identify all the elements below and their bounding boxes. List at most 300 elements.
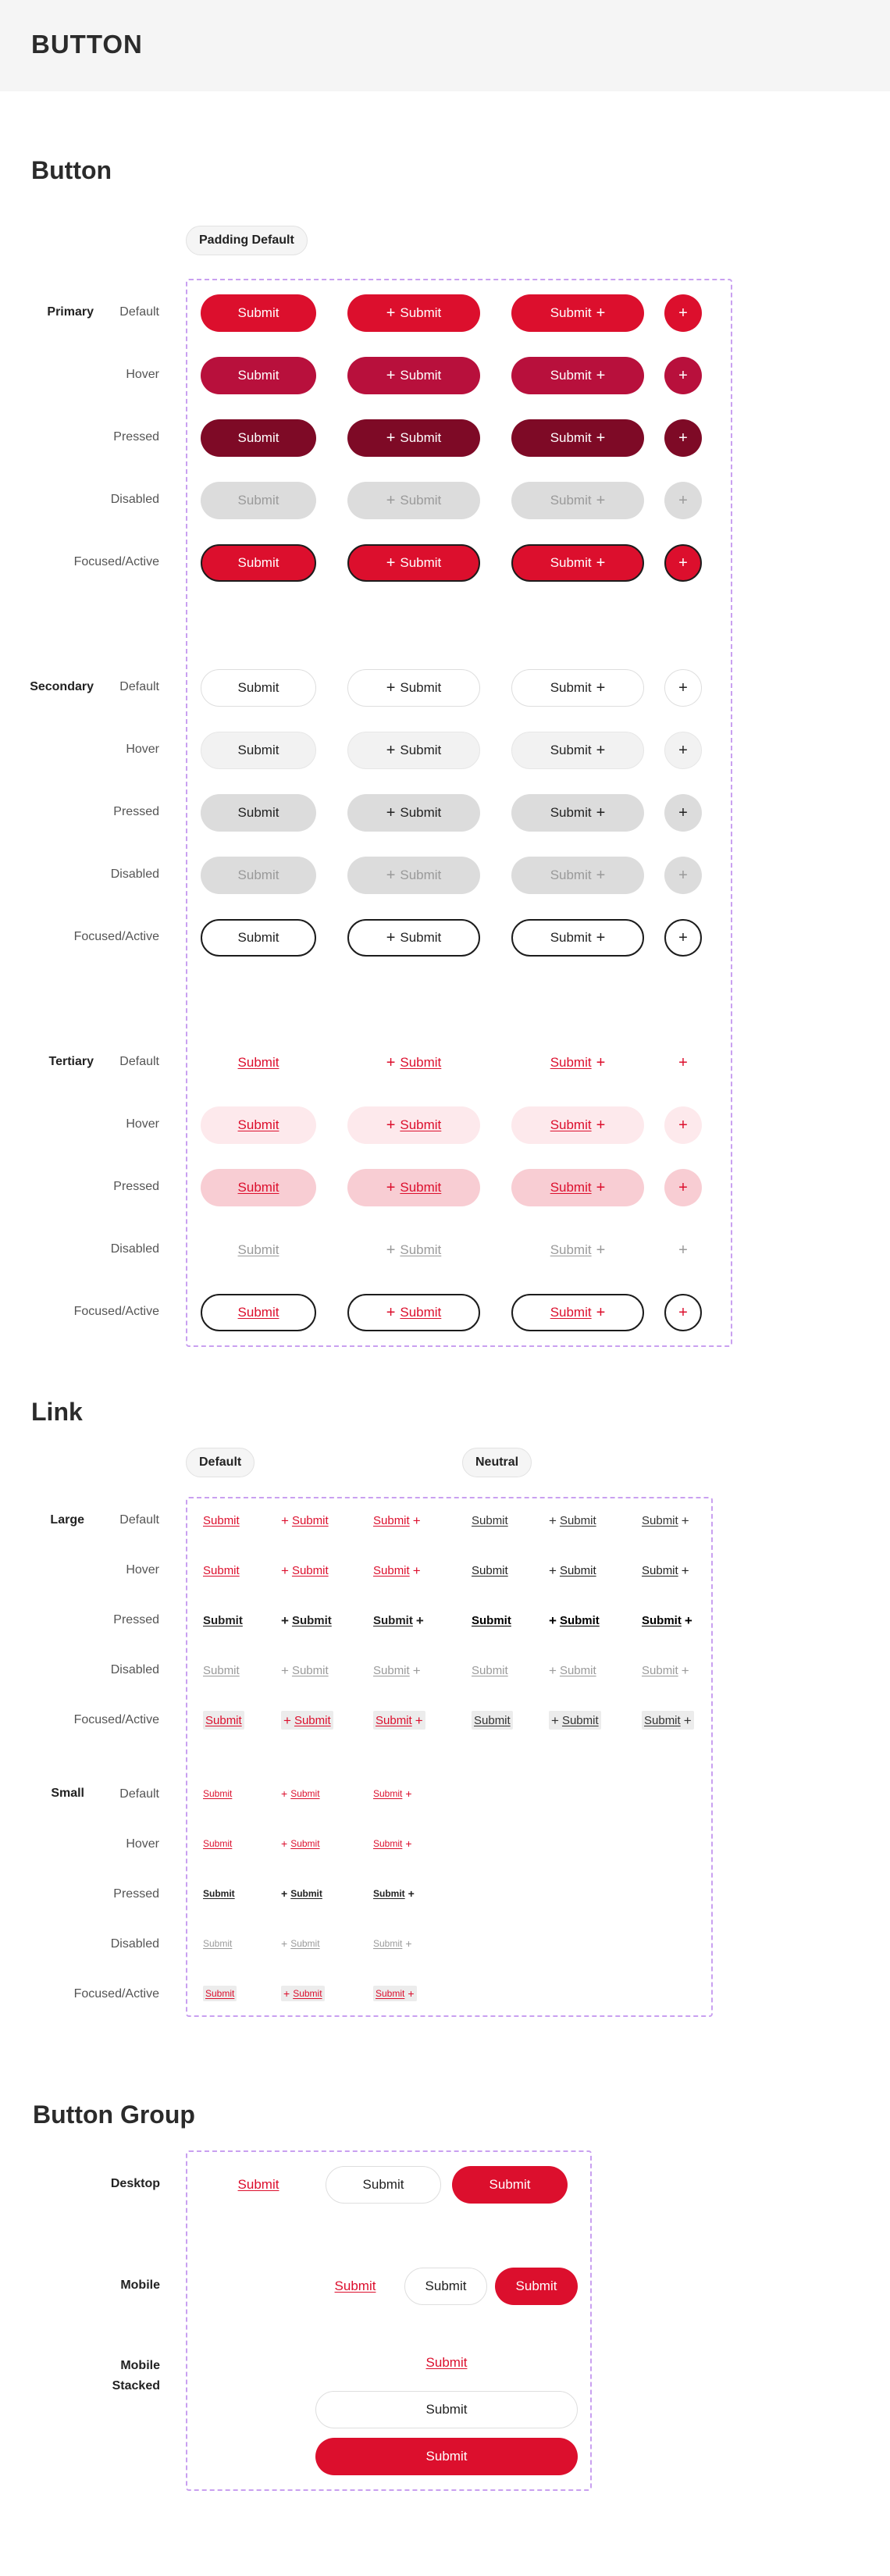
tag-padding-default: Padding Default [186, 226, 308, 255]
plus-icon: + [678, 742, 688, 759]
sm-default-default-trail-link[interactable] [373, 1786, 412, 1801]
button-label: Submit [237, 555, 279, 570]
link-label: Submit [472, 1513, 508, 1527]
link-label: Submit [291, 1513, 329, 1527]
plus-icon: + [549, 1512, 557, 1528]
sm-default-disabled-trail-link[interactable] [373, 1936, 412, 1951]
button-label: Submit [237, 680, 279, 695]
button-label: Submit [550, 743, 592, 757]
link-label: Submit [373, 1888, 405, 1899]
link-small-state-label-disabled: Disabled [110, 1937, 159, 1951]
link-label: Submit [203, 1563, 240, 1577]
link-label: Submit [373, 1563, 410, 1577]
secondary-hover-icon-button[interactable] [664, 732, 702, 769]
lg-default-pressed-trail-link[interactable] [373, 1611, 424, 1630]
link-state-label-default: Default [119, 1513, 159, 1527]
primary-default-icon-button[interactable] [664, 294, 702, 332]
lg-neutral-pressed-trail-link[interactable] [642, 1611, 692, 1630]
plus-icon: + [405, 1787, 412, 1800]
button-label: Submit [425, 2449, 468, 2464]
primary-pressed-text-button[interactable] [201, 419, 316, 457]
secondary-hover-trail-button[interactable] [511, 732, 644, 769]
stacked-secondary-button[interactable] [315, 2391, 578, 2428]
button-label: Submit [237, 930, 279, 945]
link-label: Submit [203, 1838, 233, 1849]
plus-icon: + [386, 429, 396, 447]
group-label-desktop: Desktop [110, 2177, 160, 2190]
plus-icon: + [596, 1179, 606, 1196]
button-label: Submit [400, 1180, 442, 1195]
plus-icon: + [386, 679, 396, 697]
lg-neutral-focused-trail-link[interactable] [642, 1711, 694, 1730]
primary-focused-lead-button[interactable] [347, 544, 480, 582]
secondary-focused-trail-button[interactable] [511, 919, 644, 957]
plus-icon: + [683, 1712, 692, 1728]
link-small-state-label-pressed: Pressed [113, 1887, 159, 1901]
secondary-pressed-icon-button[interactable] [664, 794, 702, 832]
state-label-hover: Hover [126, 1117, 159, 1131]
link-label: Submit [644, 1713, 681, 1727]
button-label: Submit [400, 805, 442, 820]
link-label: Submit [373, 1788, 403, 1799]
primary-pressed-lead-button[interactable] [347, 419, 480, 457]
link-label: Submit [294, 1713, 331, 1727]
section-title-link: Link [31, 1398, 83, 1426]
primary-focused-icon-button[interactable] [664, 544, 702, 582]
mobile-primary-button[interactable] [495, 2268, 578, 2305]
lg-neutral-default-trail-link[interactable] [642, 1511, 689, 1530]
plus-icon: + [596, 429, 606, 447]
tertiary-focused-trail-button[interactable] [511, 1294, 644, 1331]
desktop-secondary-button[interactable] [326, 2166, 441, 2204]
link-label: Submit [373, 1838, 403, 1849]
plus-icon: + [596, 1117, 606, 1134]
sm-default-focused-text-link[interactable] [203, 1986, 237, 2001]
sm-default-pressed-lead-link[interactable] [281, 1886, 322, 1901]
button-label: Submit [550, 1055, 592, 1070]
link-small-state-label-default: Default [119, 1787, 159, 1801]
plus-icon: + [596, 679, 606, 697]
state-label-disabled: Disabled [110, 493, 159, 506]
lg-default-pressed-text-link[interactable] [203, 1611, 243, 1630]
mobile-tertiary-button[interactable] [316, 2268, 394, 2305]
button-label: Submit [237, 743, 279, 757]
tertiary-default-trail-button[interactable] [511, 1044, 644, 1081]
secondary-disabled-text-button[interactable] [201, 857, 316, 894]
page-title: BUTTON [31, 30, 143, 59]
primary-pressed-trail-button[interactable] [511, 419, 644, 457]
plus-icon: + [678, 1304, 688, 1321]
tertiary-hover-trail-button[interactable] [511, 1106, 644, 1144]
group-label-mobile: Mobile [120, 2278, 160, 2292]
plus-icon: + [678, 1179, 688, 1196]
plus-icon: + [678, 554, 688, 572]
link-label: Submit [205, 1713, 242, 1727]
link-state-label-pressed: Pressed [113, 1613, 159, 1626]
state-label-default: Default [119, 680, 159, 693]
button-label: Submit [237, 2177, 279, 2192]
plus-icon: + [678, 867, 688, 884]
button-label: Submit [400, 743, 442, 757]
link-state-label-focused: Focused/Active [73, 1713, 159, 1726]
plus-icon: + [678, 1117, 688, 1134]
link-label: Submit [203, 1663, 240, 1677]
button-label: Submit [400, 1117, 442, 1132]
sm-default-focused-lead-link[interactable] [281, 1986, 325, 2001]
secondary-default-trail-button[interactable] [511, 669, 644, 707]
plus-icon: + [405, 1937, 412, 1950]
primary-hover-icon-button[interactable] [664, 357, 702, 394]
tertiary-disabled-text-button[interactable] [201, 1231, 316, 1269]
lg-neutral-default-text-link[interactable] [472, 1511, 508, 1530]
link-label: Submit [205, 1988, 235, 1999]
primary-default-trail-button[interactable] [511, 294, 644, 332]
tertiary-hover-text-button[interactable] [201, 1106, 316, 1144]
section-title-button-group: Button Group [33, 2100, 195, 2129]
lg-default-hover-text-link[interactable] [203, 1561, 240, 1580]
secondary-focused-lead-button[interactable] [347, 919, 480, 957]
secondary-pressed-lead-button[interactable] [347, 794, 480, 832]
lg-default-focused-text-link[interactable] [203, 1711, 244, 1730]
lg-neutral-hover-trail-link[interactable] [642, 1561, 689, 1580]
plus-icon: + [386, 1304, 396, 1321]
plus-icon: + [681, 1562, 689, 1578]
group-label-large: Large [50, 1513, 84, 1527]
link-label: Submit [290, 1788, 320, 1799]
lg-default-disabled-trail-link[interactable] [373, 1661, 421, 1680]
link-label: Submit [472, 1663, 508, 1677]
plus-icon: + [386, 367, 396, 384]
stacked-tertiary-button[interactable] [315, 2344, 578, 2382]
link-label: Submit [474, 1713, 511, 1727]
group-label-small: Small [51, 1787, 84, 1800]
plus-icon: + [412, 1662, 421, 1678]
button-label: Submit [400, 680, 442, 695]
primary-pressed-icon-button[interactable] [664, 419, 702, 457]
lg-default-focused-trail-link[interactable] [373, 1711, 425, 1730]
plus-icon: + [283, 1712, 291, 1728]
lg-default-hover-trail-link[interactable] [373, 1561, 421, 1580]
lg-neutral-focused-text-link[interactable] [472, 1711, 513, 1730]
lg-default-focused-lead-link[interactable] [281, 1711, 333, 1730]
plus-icon: + [412, 1512, 421, 1528]
state-label-focused: Focused/Active [73, 555, 159, 568]
primary-hover-text-button[interactable] [201, 357, 316, 394]
secondary-default-lead-button[interactable] [347, 669, 480, 707]
button-label: Submit [550, 1305, 592, 1320]
lg-neutral-hover-text-link[interactable] [472, 1561, 508, 1580]
plus-icon: + [386, 1179, 396, 1196]
plus-icon: + [596, 867, 606, 884]
secondary-pressed-text-button[interactable] [201, 794, 316, 832]
plus-icon: + [412, 1562, 421, 1578]
secondary-hover-text-button[interactable] [201, 732, 316, 769]
sm-default-pressed-trail-link[interactable] [373, 1886, 415, 1901]
link-label: Submit [290, 1838, 320, 1849]
link-label: Submit [376, 1713, 412, 1727]
primary-disabled-trail-button[interactable] [511, 482, 644, 519]
plus-icon: + [678, 929, 688, 946]
link-label: Submit [203, 1513, 240, 1527]
plus-icon: + [596, 929, 606, 946]
button-label: Submit [425, 2355, 468, 2370]
page-header [0, 0, 890, 91]
plus-icon: + [281, 1837, 288, 1850]
plus-icon: + [681, 1512, 689, 1528]
button-label: Submit [425, 2402, 468, 2417]
secondary-disabled-trail-button[interactable] [511, 857, 644, 894]
lg-neutral-focused-lead-link[interactable] [549, 1711, 601, 1730]
sm-default-hover-trail-link[interactable] [373, 1836, 412, 1851]
group-label-primary: Primary [47, 305, 94, 319]
state-label-disabled: Disabled [110, 868, 159, 881]
button-label: Submit [400, 430, 442, 445]
link-label: Submit [373, 1613, 413, 1627]
plus-icon: + [551, 1712, 559, 1728]
lg-neutral-disabled-trail-link[interactable] [642, 1661, 689, 1680]
sm-default-disabled-text-link[interactable] [203, 1936, 232, 1951]
plus-icon: + [415, 1612, 424, 1628]
button-label: Submit [400, 1305, 442, 1320]
primary-default-text-button[interactable] [201, 294, 316, 332]
mobile-secondary-button[interactable] [404, 2268, 487, 2305]
link-label: Submit [291, 1563, 329, 1577]
tertiary-hover-lead-button[interactable] [347, 1106, 480, 1144]
group-label-tertiary: Tertiary [48, 1055, 94, 1068]
button-label: Submit [400, 1055, 442, 1070]
lg-neutral-disabled-lead-link[interactable] [549, 1661, 596, 1680]
sm-default-pressed-text-link[interactable] [203, 1886, 235, 1901]
link-state-label-disabled: Disabled [110, 1663, 159, 1676]
button-label: Submit [237, 430, 279, 445]
button-label: Submit [425, 2278, 467, 2293]
button-label: Submit [237, 1242, 279, 1257]
link-label: Submit [203, 1888, 235, 1899]
state-label-focused: Focused/Active [73, 1305, 159, 1318]
link-label: Submit [559, 1563, 596, 1577]
button-label: Submit [550, 680, 592, 695]
button-label: Submit [550, 555, 592, 570]
button-label: Submit [237, 805, 279, 820]
plus-icon: + [549, 1612, 557, 1628]
plus-icon: + [386, 742, 396, 759]
button-label: Submit [400, 368, 442, 383]
plus-icon: + [283, 1987, 290, 2000]
plus-icon: + [408, 1887, 415, 1900]
secondary-disabled-lead-button[interactable] [347, 857, 480, 894]
lg-neutral-hover-lead-link[interactable] [549, 1561, 596, 1580]
link-label: Submit [642, 1513, 678, 1527]
secondary-focused-icon-button[interactable] [664, 919, 702, 957]
tertiary-disabled-trail-button[interactable] [511, 1231, 644, 1269]
tertiary-focused-lead-button[interactable] [347, 1294, 480, 1331]
secondary-default-text-button[interactable] [201, 669, 316, 707]
button-label: Submit [237, 305, 279, 320]
tertiary-pressed-lead-button[interactable] [347, 1169, 480, 1206]
stacked-primary-button[interactable] [315, 2438, 578, 2475]
primary-disabled-lead-button[interactable] [347, 482, 480, 519]
plus-icon: + [408, 1987, 415, 2000]
lg-default-default-trail-link[interactable] [373, 1511, 421, 1530]
lg-default-default-text-link[interactable] [203, 1511, 240, 1530]
lg-default-disabled-lead-link[interactable] [281, 1661, 329, 1680]
link-state-label-hover: Hover [126, 1563, 159, 1577]
button-label: Submit [237, 493, 279, 508]
tertiary-disabled-icon-button[interactable] [664, 1231, 702, 1269]
state-label-focused: Focused/Active [73, 930, 159, 943]
desktop-primary-button[interactable] [452, 2166, 568, 2204]
desktop-tertiary-button[interactable] [201, 2166, 316, 2204]
link-label: Submit [203, 1788, 233, 1799]
link-label: Submit [559, 1613, 600, 1627]
plus-icon: + [596, 804, 606, 821]
state-label-pressed: Pressed [113, 805, 159, 818]
button-label: Submit [237, 1180, 279, 1195]
plus-icon: + [678, 429, 688, 447]
state-label-pressed: Pressed [113, 1180, 159, 1193]
primary-hover-lead-button[interactable] [347, 357, 480, 394]
button-label: Submit [550, 430, 592, 445]
button-label: Submit [237, 868, 279, 882]
plus-icon: + [678, 679, 688, 697]
button-label: Submit [550, 1117, 592, 1132]
primary-disabled-text-button[interactable] [201, 482, 316, 519]
state-label-hover: Hover [126, 743, 159, 756]
plus-icon: + [281, 1512, 289, 1528]
button-label: Submit [400, 555, 442, 570]
plus-icon: + [386, 1242, 396, 1259]
tertiary-pressed-text-button[interactable] [201, 1169, 316, 1206]
plus-icon: + [405, 1837, 412, 1850]
group-label-secondary: Secondary [30, 680, 94, 693]
plus-icon: + [386, 305, 396, 322]
link-label: Submit [559, 1663, 596, 1677]
state-label-pressed: Pressed [113, 430, 159, 444]
button-label: Submit [334, 2278, 376, 2293]
plus-icon: + [678, 305, 688, 322]
link-label: Submit [472, 1613, 511, 1627]
secondary-pressed-trail-button[interactable] [511, 794, 644, 832]
plus-icon: + [678, 1242, 688, 1259]
lg-neutral-pressed-lead-link[interactable] [549, 1611, 600, 1630]
sm-default-disabled-lead-link[interactable] [281, 1936, 320, 1951]
link-label: Submit [291, 1613, 332, 1627]
plus-icon: + [386, 804, 396, 821]
button-label: Submit [362, 2177, 404, 2192]
button-label: Submit [400, 930, 442, 945]
link-label: Submit [291, 1663, 329, 1677]
button-label: Submit [237, 368, 279, 383]
lg-neutral-disabled-text-link[interactable] [472, 1661, 508, 1680]
link-label: Submit [293, 1988, 322, 1999]
plus-icon: + [281, 1662, 289, 1678]
sm-default-default-text-link[interactable] [203, 1786, 232, 1801]
lg-default-default-lead-link[interactable] [281, 1511, 329, 1530]
tertiary-pressed-icon-button[interactable] [664, 1169, 702, 1206]
link-label: Submit [472, 1563, 508, 1577]
tag-link-default: Default [186, 1448, 255, 1477]
primary-focused-trail-button[interactable] [511, 544, 644, 582]
link-label: Submit [290, 1938, 320, 1949]
secondary-focused-text-button[interactable] [201, 919, 316, 957]
tag-link-neutral: Neutral [462, 1448, 532, 1477]
primary-default-lead-button[interactable] [347, 294, 480, 332]
plus-icon: + [386, 554, 396, 572]
sm-default-hover-text-link[interactable] [203, 1836, 232, 1851]
button-label: Submit [550, 368, 592, 383]
plus-icon: + [281, 1787, 288, 1800]
tertiary-pressed-trail-button[interactable] [511, 1169, 644, 1206]
plus-icon: + [386, 492, 396, 509]
link-small-state-label-focused: Focused/Active [73, 1987, 159, 2001]
link-label: Submit [373, 1663, 410, 1677]
tertiary-focused-text-button[interactable] [201, 1294, 316, 1331]
lg-neutral-default-lead-link[interactable] [549, 1511, 596, 1530]
button-label: Submit [550, 805, 592, 820]
link-label: Submit [373, 1513, 410, 1527]
sm-default-default-lead-link[interactable] [281, 1786, 320, 1801]
lg-default-disabled-text-link[interactable] [203, 1661, 240, 1680]
lg-neutral-pressed-text-link[interactable] [472, 1611, 511, 1630]
plus-icon: + [684, 1612, 692, 1628]
button-label: Submit [400, 868, 442, 882]
sm-default-focused-trail-link[interactable] [373, 1986, 417, 2001]
tertiary-disabled-lead-button[interactable] [347, 1231, 480, 1269]
secondary-default-icon-button[interactable] [664, 669, 702, 707]
state-label-disabled: Disabled [110, 1242, 159, 1256]
plus-icon: + [386, 1054, 396, 1071]
button-label: Submit [237, 1055, 279, 1070]
button-label: Submit [400, 305, 442, 320]
secondary-disabled-icon-button[interactable] [664, 857, 702, 894]
plus-icon: + [596, 305, 606, 322]
sm-default-hover-lead-link[interactable] [281, 1836, 320, 1851]
plus-icon: + [281, 1937, 288, 1950]
link-variants-frame [186, 1497, 713, 2017]
plus-icon: + [681, 1662, 689, 1678]
secondary-hover-lead-button[interactable] [347, 732, 480, 769]
tertiary-default-lead-button[interactable] [347, 1044, 480, 1081]
plus-icon: + [596, 742, 606, 759]
plus-icon: + [596, 1054, 606, 1071]
primary-focused-text-button[interactable] [201, 544, 316, 582]
plus-icon: + [386, 867, 396, 884]
primary-disabled-icon-button[interactable] [664, 482, 702, 519]
plus-icon: + [281, 1887, 288, 1900]
section-title-button: Button [31, 156, 112, 184]
link-label: Submit [373, 1938, 403, 1949]
state-label-default: Default [119, 305, 159, 319]
link-label: Submit [642, 1563, 678, 1577]
link-label: Submit [203, 1613, 243, 1627]
state-label-hover: Hover [126, 368, 159, 381]
primary-hover-trail-button[interactable] [511, 357, 644, 394]
plus-icon: + [386, 929, 396, 946]
lg-default-hover-lead-link[interactable] [281, 1561, 329, 1580]
plus-icon: + [281, 1612, 289, 1628]
plus-icon: + [549, 1562, 557, 1578]
tertiary-hover-icon-button[interactable] [664, 1106, 702, 1144]
lg-default-pressed-lead-link[interactable] [281, 1611, 332, 1630]
button-label: Submit [237, 1117, 279, 1132]
tertiary-default-icon-button[interactable] [664, 1044, 702, 1081]
button-label: Submit [550, 493, 592, 508]
plus-icon: + [678, 1054, 688, 1071]
tertiary-default-text-button[interactable] [201, 1044, 316, 1081]
button-label: Submit [237, 1305, 279, 1320]
link-label: Submit [642, 1663, 678, 1677]
tertiary-focused-icon-button[interactable] [664, 1294, 702, 1331]
